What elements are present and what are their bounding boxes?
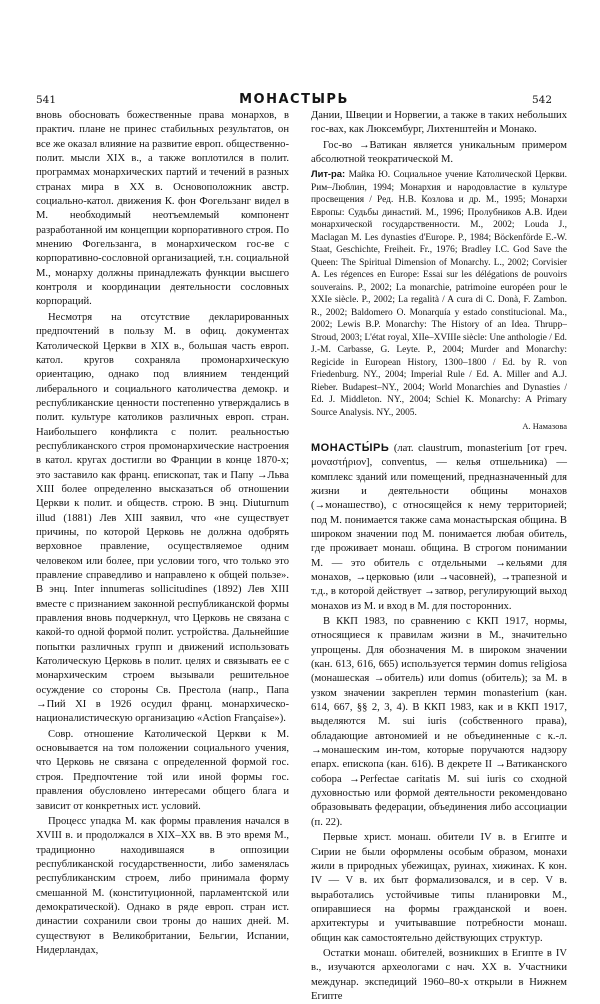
entry-paragraph xyxy=(311,441,567,614)
paragraph: Совр. отношение Католической Церкви к М. основывается на том положении социального учения, что Церковь не связана с определенной формой гос. строя. Предпочтение той или иной формы гос. правления обусловлено интересами общего блага и зависит от конкретных ист. условий. xyxy=(36,728,289,812)
running-title: МОНАСТЫРЬ xyxy=(239,92,349,107)
paragraph: Первые христ. монаш. обители IV в. в Египте и Сирии не были оформлены особым образом, монахи жили в природных убежищах, руинах, хижинах. К кон. IV — V в. их быт формализовался, и в сер. V в. выработались устойчивые типы планировки М., опиравшиеся на формы гражданской и воен. архитектуры и учитывавшие потребности монаш. общин как самостоятельно действующих структур. xyxy=(311,832,567,944)
paragraph: Процесс упадка М. как формы правления начался в XVIII в. и продолжался в XIX–XX вв. В это время М., традиционно находившаяся в оппозиции республиканской государственности, либо заменялась республиканским строем, либо принимала форму смешанной М. (конституционной, парламентской или демократической). Однако в ряде европ. стран ист. династии сохранили свои троны до наших дней. М. существуют в Великобритании, Бельгии, Испании, Нидерландах, xyxy=(36,815,289,956)
page-number-right: 542 xyxy=(531,94,552,106)
entry-headword: МОНАСТЫ́РЬ xyxy=(311,441,390,454)
paragraph: Дании, Швеции и Норвегии, а также в таких небольших гос-вах, как Люксембург, Лихтенштейн и Монако. xyxy=(311,110,567,136)
page-number-left: 541 xyxy=(36,94,57,106)
paragraph: Остатки монаш. обителей, возникших в Египте в IV в., изучаются археологами с нач. XX в. Участники междунар. экспедиций 1960–80-х открыли в Нижнем Египте xyxy=(311,947,567,1002)
author-signature: А. Намазова xyxy=(522,421,567,432)
entry-text: (лат. claustrum, monasterium [от греч. μοναστήριον], conventus, — келья отшельника) — комплекс зданий или помещений, предназначенный для жизни и деятельности общины монахов (→монашество), с относящейся к нему территорией; под М. понимается также сама монастырская община. В широком значении под М. понимается любая обитель, где проживает монаш. община. В строгом понимании М. — это обитель с отдельными →кельями для монахов, →церковью (или →часовней), →трапезной и т.д., в которой действует →затвор, регулирующий выход монахов из М. и вход в М. для посторонних. xyxy=(311,442,567,612)
paragraph: Несмотря на отсутствие декларированных предпочтений в пользу М. в офиц. документах Католической Церкви в XIX в., большая часть европ. катол. кругов сохраняла промонархическую ориентацию, однако под влиянием тенденций либерального и социального католичества демокр. и республиканские ценности постепенно утверждались в полит. культуре католиков различных европ. стран. Наибольшего конфликта с полит. реальностью республиканского строя промонархические настроения в катол. кругах достигли во Франции в конце 1870-х; это заставило как франц. епископат, так и Папу →Льва XIII более определенно высказаться об отношении Церкви к полит. и обществ. строю. В энц. Diuturnum illud (1881) Лев XIII заявил, что «не существует причины, по которой Церковь не должна одобрять верховное правление, осуществляемое одним человеком или более, при условии того, что только это правление справедливо и направлено к общей пользе». В энц. Inter innumeras sollicitudines (1892) Лев XIII вместе с признанием законной республиканской формы правления вновь подчеркнул, что Церковь не связана с какой-то одной формой полит. устройства. Дальнейшие попытки различных групп и движений использовать Католическую Церковь в полит. целях и связывать ее с монархическим строем вызывали решительное осуждение со стороны Св. Престола (напр., Папа →Пий XI в 1926 осудил франц. монархическо-националистическую организацию «Action Française»). xyxy=(36,311,289,725)
paragraph: вновь обосновать божественные права монархов, в практич. плане не принес стабильных результатов, он все же оказал влияние на развитие европ. общественно-полит. мысли XIX в., а также воплотился в полит. программах монархических партий и течений в разных странах мира в XX в. Основоположник австр. социально-катол. движения К. фон Фогельзанг видел в М. необходимый неотъемлемый компонент разработанной им концепции корпоративного строя. По мнению Фогельзанга, в монархическом гос-ве с корпоративно-сословной организацией, т.н. социальной М., монарху должны принадлежать функции высшего контроля и координации деятельности сословных корпораций. xyxy=(36,110,289,308)
left-column xyxy=(36,109,289,956)
literature-label: Лит-ра: xyxy=(311,168,346,180)
right-column xyxy=(311,109,567,1002)
paragraph: В ККП 1983, по сравнению с ККП 1917, нормы, относящиеся к правилам жизни в М., значительно упрощены. Для обозначения М. в широком значении (кан. 613, 616, 665) используется термин domus religiosa (монашеская →обитель) или domus (обитель); за М. в узком значении закреплен термин monasterium (кан. 614, 667, §§ 2, 3, 4). В ККП 1983, как и в ККП 1917, выделяются М. sui iuris (собственного права), обладающие автономией и не объединенные с к.-л. →монашеским ин-том, которые поручаются надзору епарх. епископа (кан. 616). В декрете II →Ватиканского собора →Perfectae caritatis М. sui iuris со сходной духовностью или формой деятельности рекомендовано образовывать федерации, объединения либо ассоциации (п. 22). xyxy=(311,616,567,828)
paragraph: Гос-во →Ватикан является уникальным примером абсолютной теократической М. xyxy=(311,139,567,166)
literature-text: Майка Ю. Социальное учение Католической Церкви. Рим–Люблин, 1994; Монархия и народовластие в культуре просвещения / Ред. Н.В. Козлова и др. М., 1995; Монархи Европы: Судьбы династий. М., 1996; Пролубников А.В. Идеи монархической государственности. М., 2002; Louda J., Maclagan M. Les dynasties d'Europe. P., 1984; Böckenförde E.-W. Staat, Geschichte, Freiheit. Fr., 1976; Bradley I.C. God Save the Queen: The Spiritual Dimension of Monarchy. L., 2002; Corvisier A. Les régences en Europe: Essai sur les délégations de pouvoirs souverains. P., 2002; La monarchie, patrimoine européen pour le XXIe siècle. P., 2002; La regalità / A cura di C. Donà, F. Zambon. R., 2002; Baldomero O. Monarquía y estado constitucional. Ma., 2002; Lewis B.P. Monarchy: The History of an Idea. Thrupp–Stroud, 2003; L'état royal, XIIe–XVIIIe siècle: Une anthologie / Ed. J.-M. Carbasse, G. Leyte. P., 2004; Murder and Monarchy: Regicide in European History, 1300–1800 / Ed. by R. von Friedenburg. NY., 2004; Imperial Rule / Ed. A. Miller and A.J. Rieber. Budapest–NY., 2004; World Monarchies and Dynasties / Ed. J. Middleton. NY., 2004; Schiel K. Monarchy: A Primary Source Analysis. NY., 2005. xyxy=(311,170,567,418)
literature-list xyxy=(311,168,567,419)
